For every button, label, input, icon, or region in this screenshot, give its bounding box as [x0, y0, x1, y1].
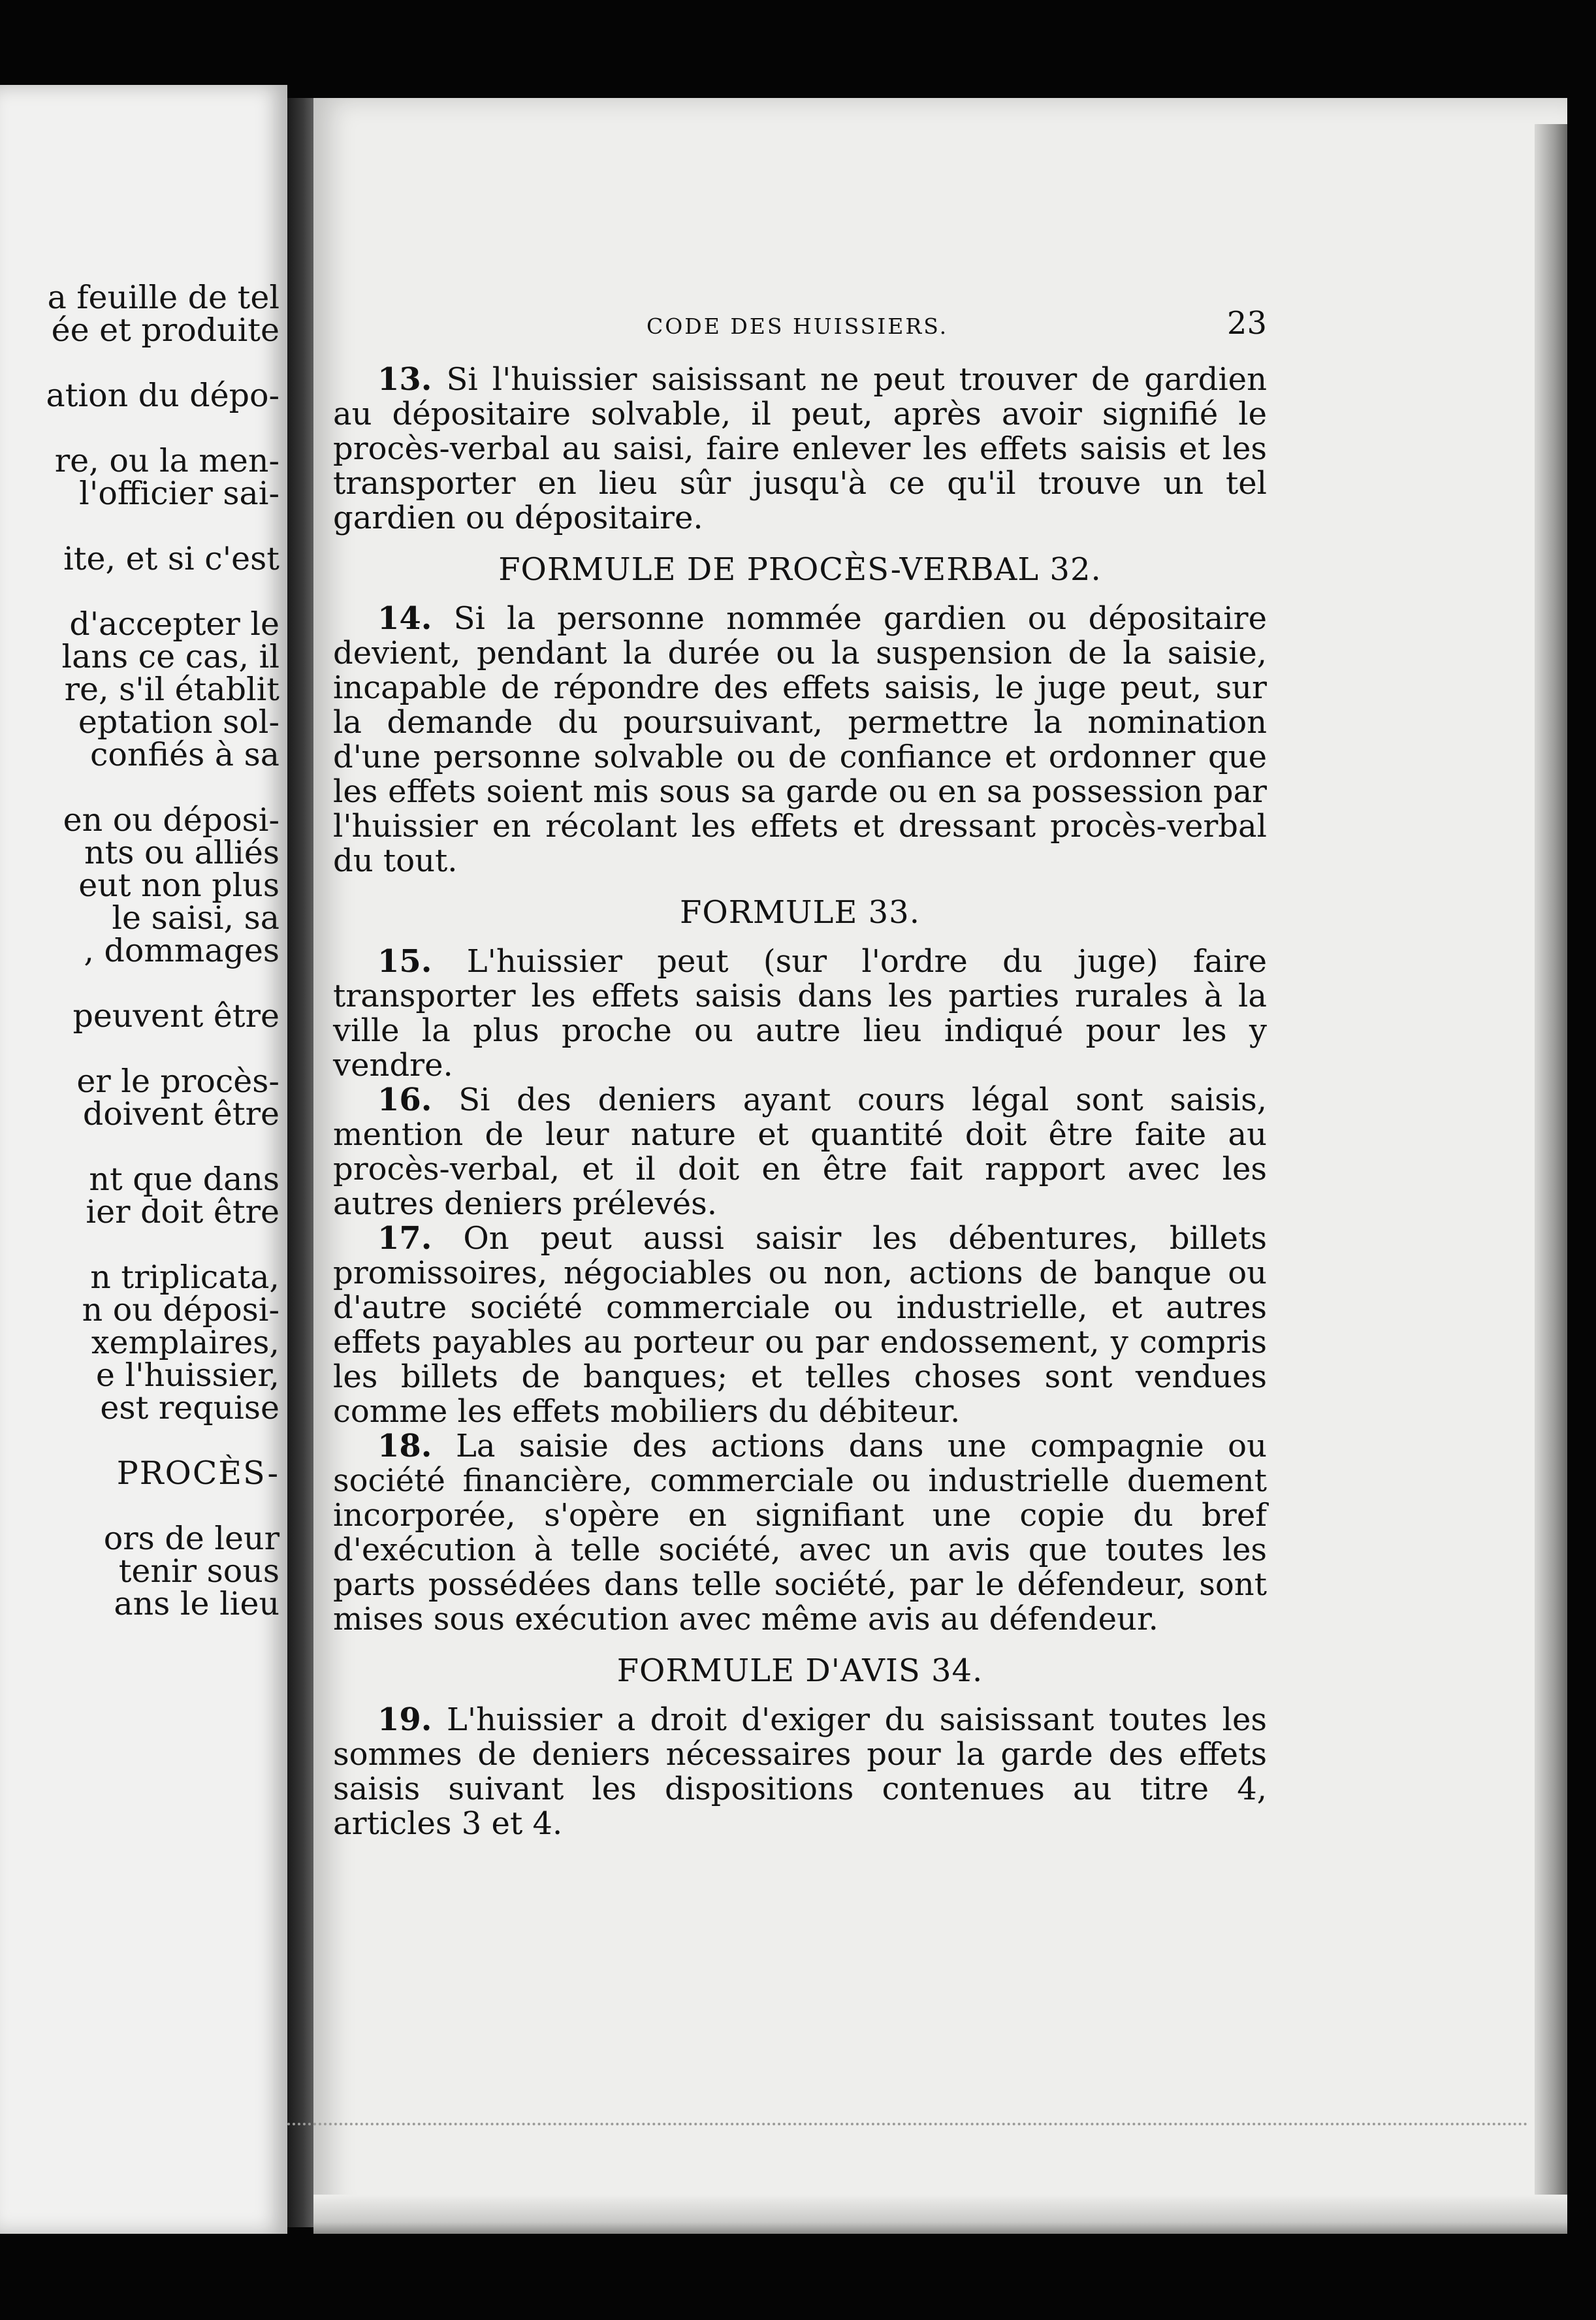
page-edge [1535, 124, 1567, 2201]
article-number: 18. [377, 1428, 432, 1464]
article-paragraph [333, 944, 1267, 1083]
formule-heading: FORMULE DE PROCÈS-VERBAL 32. [498, 551, 1102, 588]
article-text: L'huissier peut (sur l'ordre du juge) faire transporter les effets saisis dans les parties rurales à la ville la plus proche ou autre lieu indiqué pour les y vendre. [333, 943, 1267, 1084]
left-page-line: n triplicata, [90, 1259, 279, 1296]
article-number: 14. [377, 600, 432, 637]
article-number: 13. [377, 361, 432, 398]
running-title: CODE DES HUISSIERS. [646, 314, 949, 339]
article-text: Si des deniers ayant cours légal sont saisis, mention de leur nature et quantité doit être faite au procès-verbal, et il doit en être fait rapport avec les autres deniers prélevés. [333, 1082, 1267, 1222]
left-page-line: nt que dans [89, 1161, 279, 1198]
article-paragraph [333, 1703, 1267, 1841]
left-page-line: peuvent être [72, 997, 279, 1035]
page-bottom-edge [313, 2195, 1567, 2234]
left-page-line: en ou déposi- [63, 801, 279, 839]
left-page-line: nts ou alliés [84, 834, 279, 871]
left-page-line: re, ou la men- [54, 442, 279, 479]
article-paragraph [333, 1083, 1267, 1221]
left-page-line: , dommages [84, 932, 279, 969]
left-page-line: l'officier sai- [79, 475, 279, 512]
article-paragraph [333, 602, 1267, 878]
article-paragraph [333, 362, 1267, 536]
perforation-line [287, 2123, 1528, 2125]
left-page-line: ans le lieu [114, 1585, 279, 1622]
left-page-line: eptation sol- [78, 703, 279, 741]
left-page-line: e l'huissier, [95, 1357, 279, 1394]
article-number: 19. [377, 1701, 432, 1738]
article-number: 16. [377, 1082, 432, 1118]
left-page-line: n ou déposi- [82, 1291, 279, 1329]
article-text: Si l'huissier saisissant ne peut trouver de gardien au dépositaire solvable, il peut, après avoir signifié le procès-verbal au saisi, faire enlever les effets saisis et les transporter en lieu sûr jusqu'à ce qu'il trouve un tel gardien ou dépositaire. [333, 361, 1267, 536]
left-page-line: re, s'il établit [64, 671, 279, 708]
left-page-line: est requise [100, 1389, 279, 1426]
left-page-line: ée et produite [51, 312, 279, 349]
article-text: L'huissier a droit d'exiger du saisissant toutes les sommes de deniers nécessaires pour la garde des effets saisis suivant les dispositions contenues au titre 4, articles 3 et 4. [333, 1701, 1267, 1842]
article-text: La saisie des actions dans une compagnie ou société financière, commerciale ou industrielle duement incorporée, s'opère en signifiant une copie du bref d'exécution à telle société, avec un avis que toutes les parts possédées dans telle société, par le défendeur, sont mises sous exécution avec même avis au défendeur. [333, 1428, 1267, 1637]
article-text: Si la personne nommée gardien ou dépositaire devient, pendant la durée ou la suspension de la saisie, incapable de répondre des effets saisis, le juge peut, sur la demande du poursuivant, permettre la nomination d'une personne solvable ou de confiance et ordonner que les effets soient mis sous sa garde ou en sa possession par l'huissier en récolant les effets et dressant procès-verbal du tout. [333, 600, 1267, 879]
left-page-line: tenir sous [118, 1553, 279, 1590]
article-paragraph [333, 1429, 1267, 1637]
left-page-line: lans ce cas, il [61, 638, 279, 675]
formule-heading: FORMULE 33. [680, 894, 920, 931]
left-page-line: PROCÈS- [116, 1455, 279, 1492]
left-page-line: le saisi, sa [112, 899, 279, 937]
left-page-line: ite, et si c'est [63, 540, 279, 577]
article-text: On peut aussi saisir les débentures, billets promissoires, négociables ou non, actions de banque ou d'autre société commerciale ou industrielle, et autres effets payables au porteur ou par endossement, y compris les billets de banques; et telles choses sont vendues comme les effets mobiliers du débiteur. [333, 1220, 1267, 1430]
left-page-line: xemplaires, [91, 1324, 279, 1361]
page-body [333, 304, 1267, 1841]
article-number: 15. [377, 943, 432, 980]
sections [333, 362, 1267, 1841]
article-paragraph [333, 1221, 1267, 1429]
article-number: 17. [377, 1220, 432, 1257]
left-page-line: a feuille de tel [47, 279, 279, 316]
left-page-line: ier doit être [86, 1193, 279, 1231]
left-page-line: ors de leur [103, 1520, 279, 1557]
formule-heading: FORMULE D'AVIS 34. [616, 1652, 983, 1689]
previous-page [0, 85, 287, 2234]
left-page-line: confiés à sa [89, 736, 279, 773]
left-page-line: er le procès- [76, 1063, 279, 1100]
left-page-line: eut non plus [78, 867, 279, 904]
left-page-line: d'accepter le [69, 605, 279, 643]
left-page-line: doivent être [82, 1095, 279, 1133]
page-number: 23 [1226, 305, 1267, 342]
left-page-line: ation du dépo- [46, 377, 279, 414]
